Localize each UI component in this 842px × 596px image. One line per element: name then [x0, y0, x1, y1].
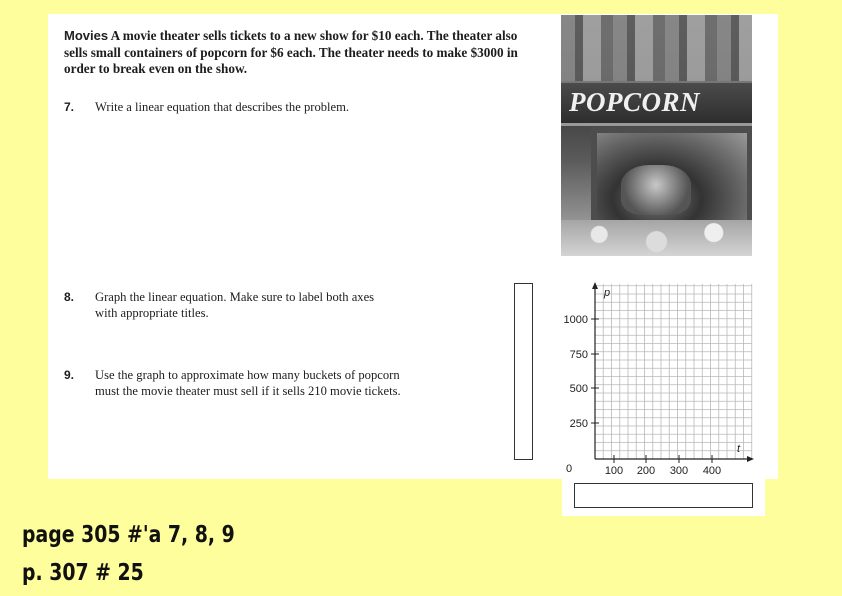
assignment-line-2: p. 307 # 25	[22, 560, 144, 586]
graph-grid	[591, 284, 752, 463]
question-9	[64, 368, 504, 402]
popcorn-kettle	[621, 165, 691, 215]
question-text-line-1: Use the graph to approximate how many buckets of popcorn	[95, 368, 400, 382]
x-tick-label: 200	[636, 465, 656, 477]
x-axis-variable: t	[737, 443, 741, 455]
problem-lead: Movies	[64, 28, 109, 43]
photo-shelf	[561, 15, 752, 81]
x-tick-label: 400	[702, 465, 722, 477]
y-tick-label: 1000	[563, 314, 588, 326]
y-axis-variable: p	[604, 287, 611, 299]
question-text-line-1: Graph the linear equation. Make sure to label both axes	[95, 290, 375, 304]
popcorn-sign-text: POPCORN	[569, 87, 700, 117]
coordinate-graph	[530, 276, 770, 486]
x-tick-label: 100	[604, 465, 624, 477]
popcorn-machine-photo	[561, 15, 752, 256]
popcorn-sign	[561, 81, 752, 126]
graph-svg	[530, 276, 770, 486]
question-number: 9.	[64, 368, 75, 382]
y-tick-label: 750	[569, 349, 588, 361]
question-text-line-2: must the movie theater must sell if it sells 210 movie tickets.	[95, 384, 401, 398]
y-tick-label: 500	[569, 383, 588, 395]
origin-label: 0	[566, 463, 573, 475]
assignment-line-1: page 305 #'a 7, 8, 9	[22, 522, 235, 548]
question-8	[64, 290, 504, 324]
problem-text: A movie theater sells tickets to a new show for $10 each. The theater also sells small containers of popcorn for $6 each. The theater needs to make $3000 in order to break even on the show.	[64, 28, 518, 76]
question-text: Write a linear equation that describes the problem.	[95, 100, 350, 114]
popcorn-pile	[561, 220, 752, 256]
question-7	[64, 100, 504, 116]
question-number: 8.	[64, 290, 75, 304]
problem-intro	[64, 28, 534, 78]
question-number: 7.	[64, 100, 75, 114]
x-axis-title-box[interactable]	[574, 483, 753, 508]
y-tick-label: 250	[569, 418, 588, 430]
x-axis-arrow	[747, 456, 754, 462]
question-text-line-2: with appropriate titles.	[95, 306, 209, 320]
x-tick-label: 300	[669, 465, 689, 477]
